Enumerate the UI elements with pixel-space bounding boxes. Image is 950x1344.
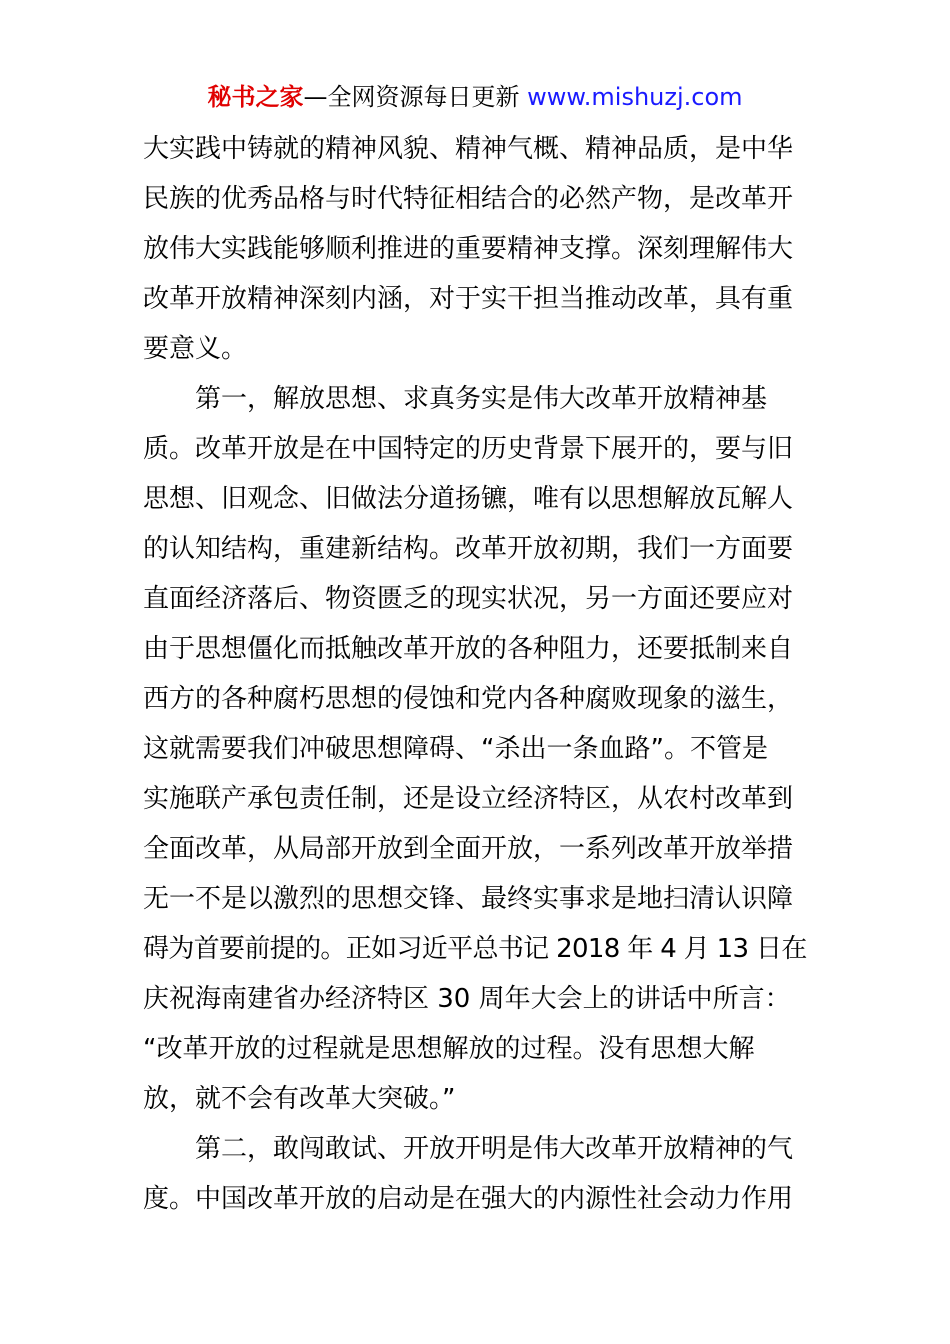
text-line: 西方的各种腐朽思想的侵蚀和党内各种腐败现象的滋生， — [143, 684, 794, 714]
text-line: 改革开放精神深刻内涵，对于实干担当推动改革，具有重 — [143, 284, 794, 314]
text-line: 思想、旧观念、旧做法分道扬镳，唯有以思想解放瓦解人 — [143, 484, 794, 514]
text-line: 要意义。 — [143, 334, 248, 364]
header-tagline: —全网资源每日更新 — [303, 83, 528, 111]
site-url-link[interactable]: www.mishuzj.com — [527, 83, 743, 111]
text-line: 质。改革开放是在中国特定的历史背景下展开的，要与旧 — [143, 434, 794, 464]
paragraph-first-line: 第一，解放思想、求真务实是伟大改革开放精神基 — [195, 384, 768, 414]
text-line: 实施联产承包责任制，还是设立经济特区，从农村改革到 — [143, 784, 794, 814]
brand-name: 秘书之家 — [207, 83, 304, 111]
document-body — [143, 124, 807, 1224]
site-header — [0, 80, 950, 114]
text-line: 民族的优秀品格与时代特征相结合的必然产物，是改革开 — [143, 184, 794, 214]
text-line: 全面改革，从局部开放到全面开放，一系列改革开放举措 — [143, 834, 794, 864]
text-line: “改革开放的过程就是思想解放的过程。没有思想大解 — [143, 1034, 755, 1064]
text-line: 的认知结构，重建新结构。改革开放初期，我们一方面要 — [143, 534, 794, 564]
text-line: 放伟大实践能够顺利推进的重要精神支撑。深刻理解伟大 — [143, 234, 794, 264]
text-line: 放，就不会有改革大突破。” — [143, 1084, 456, 1114]
text-line: 这就需要我们冲破思想障碍、“杀出一条血路”。不管是 — [143, 734, 768, 764]
text-line: 碍为首要前提的。正如习近平总书记 2018 年 4 月 13 日在 — [143, 934, 807, 964]
text-line: 大实践中铸就的精神风貌、精神气概、精神品质，是中华 — [143, 134, 794, 164]
text-line: 庆祝海南建省办经济特区 30 周年大会上的讲话中所言： — [143, 984, 791, 1014]
paragraph-first-line: 第二，敢闯敢试、开放开明是伟大改革开放精神的气 — [195, 1134, 794, 1164]
text-line: 度。中国改革开放的启动是在强大的内源性社会动力作用 — [143, 1184, 794, 1214]
text-line: 无一不是以激烈的思想交锋、最终实事求是地扫清认识障 — [143, 884, 794, 914]
text-line: 直面经济落后、物资匮乏的现实状况，另一方面还要应对 — [143, 584, 794, 614]
text-line: 由于思想僵化而抵触改革开放的各种阻力，还要抵制来自 — [143, 634, 794, 664]
